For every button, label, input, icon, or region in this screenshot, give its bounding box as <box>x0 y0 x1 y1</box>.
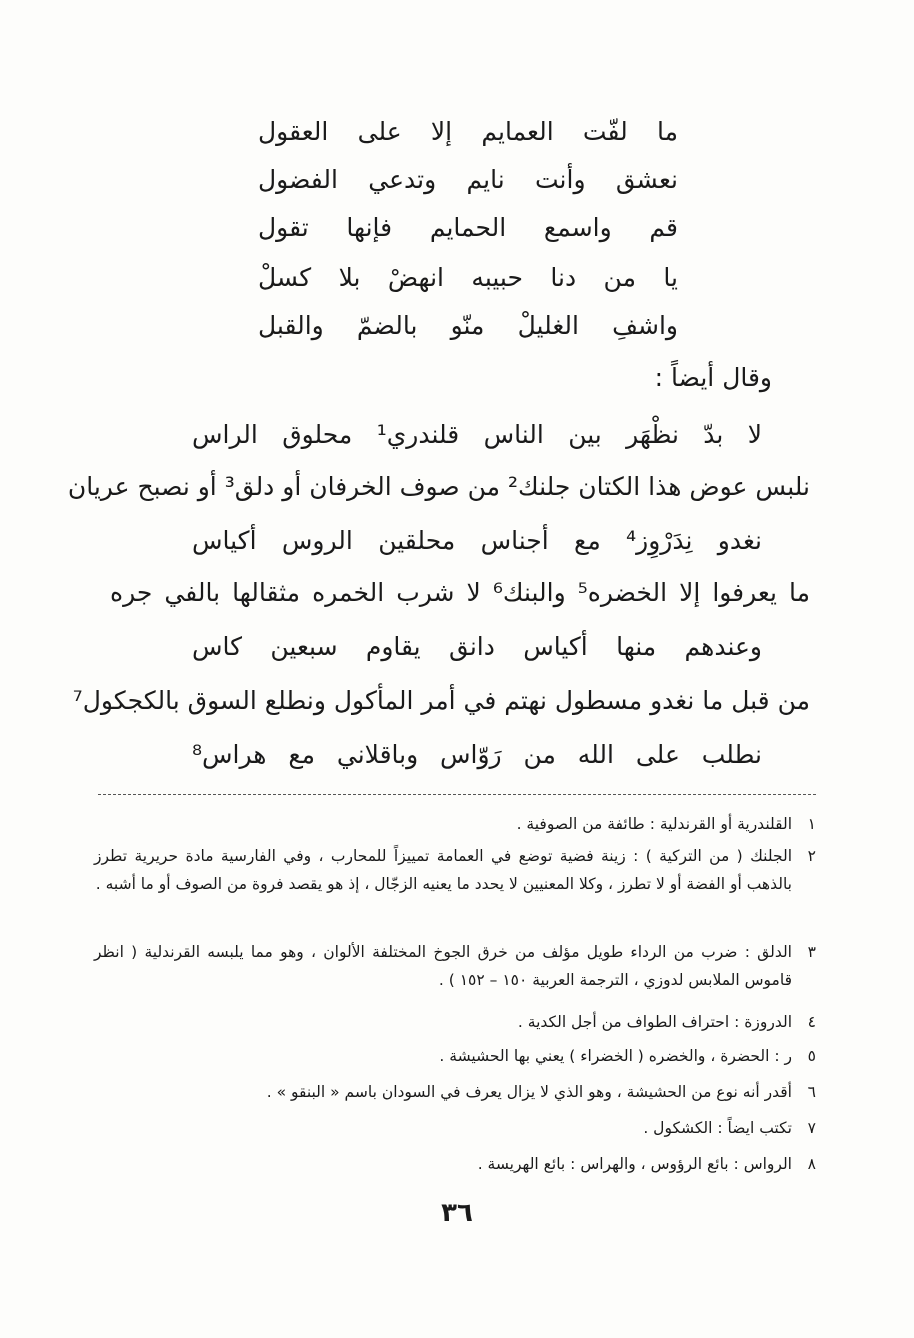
footnote <box>94 1042 816 1070</box>
poem-line: ما يعرفوا إلا الخضره⁵ والبنك⁶ لا شرب الخمره مثقالها بالفي جره <box>110 578 810 607</box>
footnote-text: أقدر أنه نوع من الحشيشة ، وهو الذي لا يزال يعرف في السودان باسم « البنقو » . <box>266 1083 792 1101</box>
footnote-divider <box>98 794 816 795</box>
section-heading: وقال أيضاً : <box>654 363 772 392</box>
poem-line: لا بدّ نظْهَر بين الناس قلندري¹ محلوق الراس <box>192 420 762 449</box>
footnote-number: ٦ <box>807 1083 816 1101</box>
footnote <box>94 810 816 838</box>
footnote-text: الدلق : ضرب من الرداء طويل مؤلف من خرق الجوخ المختلفة الألوان ، وهو مما يلبسه القرندلية ( انظر قاموس الملابس لدوزي ، الترجمة العربية ١٥٠ – ١٥٢ ) . <box>94 943 792 989</box>
poem-line: يا من دنا حبيبه انهضْ بلا كسلْ <box>258 263 678 292</box>
footnote-text: القلندرية أو القرندلية : طائفة من الصوفية . <box>516 815 792 833</box>
poem-line: نطلب على الله من رَوّاس وباقلاني مع هراس⁸ <box>192 740 762 769</box>
poem-line: وعندهم منها أكياس دانق يقاوم سبعين كاس <box>192 632 762 661</box>
page-number: ٣٦ <box>441 1198 473 1228</box>
footnote-number: ١ <box>807 815 816 833</box>
footnote <box>94 1114 816 1142</box>
poem-line: نغدو نِدَرْوِز⁴ مع أجناس محلقين الروس أكياس <box>192 526 762 555</box>
footnote <box>94 842 816 898</box>
footnote-number: ٢ <box>807 847 816 865</box>
poem-line: نعشق وأنت نايم وتدعي الفضول <box>258 165 678 194</box>
poem-line: واشفِ الغليلْ منّو بالضمّ والقبل <box>258 311 678 340</box>
footnote-text: الجلنك ( من التركية ) : زينة فضية توضع في العمامة تمييزاً للمحارب ، وفي الفارسية مادة حريرية تطرز بالذهب أو الفضة أو لا تطرز ، وكلا المعنيين لا يحدد ما يعنيه الزجّال ، إذ هو يقصد فروة من الصوف أو ما أشبه . <box>94 847 792 893</box>
poem-line: ما لفّت العمايم إلا على العقول <box>258 117 678 146</box>
poem-line: نلبس عوض هذا الكتان جلنك² من صوف الخرفان أو دلق³ أو نصبح عريان <box>67 472 810 501</box>
footnote-number: ٨ <box>807 1155 816 1173</box>
footnote-number: ٤ <box>807 1013 816 1031</box>
footnote <box>94 938 816 994</box>
footnote <box>94 1008 816 1036</box>
footnote-number: ٥ <box>807 1047 816 1065</box>
footnote <box>94 1150 816 1178</box>
footnote <box>94 1078 816 1106</box>
poem-line: من قبل ما نغدو مسطول نهتم في أمر المأكول ونطلع السوق بالكجكول⁷ <box>72 686 810 715</box>
poem-line: قم واسمع الحمايم فإنها تقول <box>258 213 678 242</box>
footnote-text: الرواس : بائع الرؤوس ، والهراس : بائع الهريسة . <box>477 1155 792 1173</box>
footnote-text: ر : الحضرة ، والخضره ( الخضراء ) يعني بها الحشيشة . <box>439 1047 792 1065</box>
footnote-number: ٣ <box>807 943 816 961</box>
footnote-number: ٧ <box>807 1119 816 1137</box>
footnote-text: الدروزة : احتراف الطواف من أجل الكدية . <box>517 1013 792 1031</box>
footnote-text: تكتب ايضاً : الكشكول . <box>643 1119 792 1137</box>
